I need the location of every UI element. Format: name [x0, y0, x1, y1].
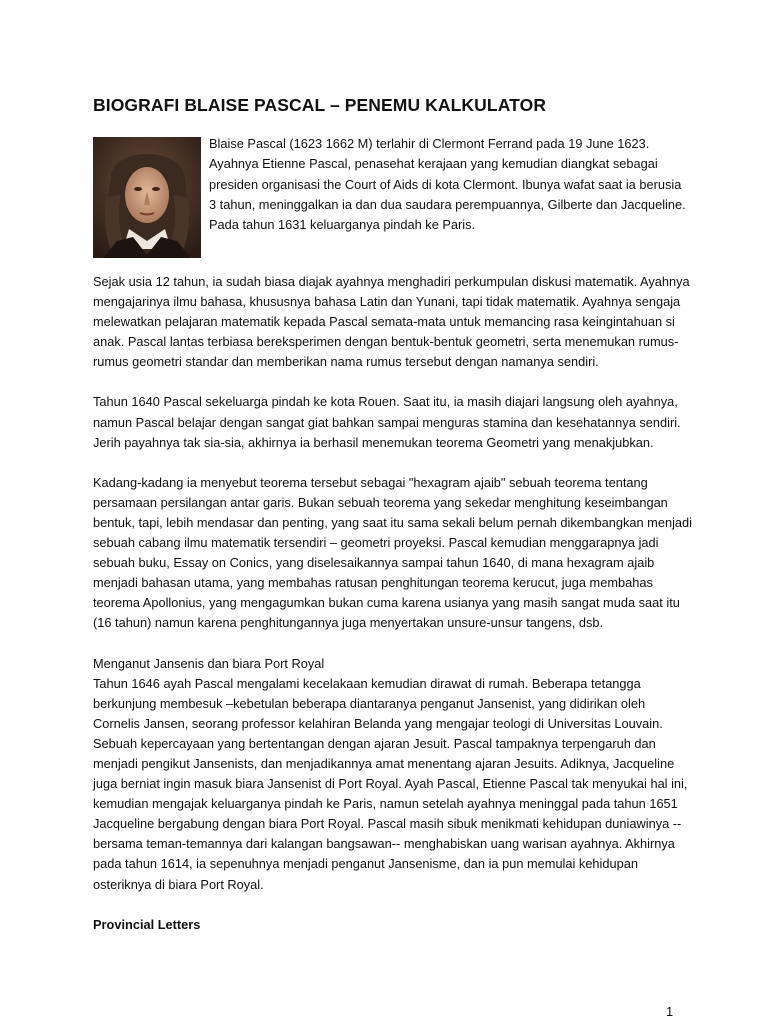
document-title: BIOGRAFI BLAISE PASCAL – PENEMU KALKULATOR: [93, 95, 547, 115]
body-text: [93, 272, 693, 935]
provincial-letters-heading: Provincial Letters: [93, 916, 201, 932]
paragraph-1: Sejak usia 12 tahun, ia sudah biasa diajak ayahnya menghadiri perkumpulan diskusi matematik. Ayahnya mengajarinya ilmu bahasa, khususnya bahasa Latin dan Yunani, tapi tidak matematik. Ayahnya sengaja melewatkan pelajaran matematik kepada Pascal semata-mata untuk memancing rasa keingintahuan si anak. Pascal lantas terbiasa bereksperimen dengan bentuk-bentuk geometri, serta menemukan rumus-rumus geometri standar dan memberikan nama rumus tersebut dengan namanya sendiri.: [93, 274, 690, 370]
paragraph-2: Tahun 1640 Pascal sekeluarga pindah ke kota Rouen. Saat itu, ia masih diajari langsung oleh ayahnya, namun Pascal belajar dengan sangat giat bahkan sampai menguras stamina dan kesehatannya sendiri. Jerih payahnya tak sia-sia, akhirnya ia berhasil menemukan teorema Geometri yang menakjubkan.: [93, 394, 681, 450]
intro-paragraph: Blaise Pascal (1623 1662 M) terlahir di Clermont Ferrand pada 19 June 1623. Ayahnya Etienne Pascal, penasehat kerajaan yang kemudian diangkat sebagai presiden organisasi the Court of Aids di kota Clermont. Ibunya wafat saat ia berusia 3 tahun, meninggalkan ia dan dua saudara perempuannya, Gilberte dan Jacqueline. Pada tahun 1631 keluarganya pindah ke Paris.: [209, 136, 686, 233]
portrait-painting: [93, 137, 201, 258]
paragraph-4: Tahun 1646 ayah Pascal mengalami kecelakaan kemudian dirawat di rumah. Beberapa tetangga berkunjung membesuk –kebetulan beberapa diantaranya penganut Jansenist, yang didirikan oleh Cornelis Jansen, seorang professor kelahiran Belanda yang mengajar teologi di Universitas Louvain. Sebuah kepercayaan yang bertentangan dengan ajaran Jesuit. Pascal tampaknya terpengaruh dan menjadi pengikut Jansenists, dan menjadikannya amat menentang ajaran Jesuits. Adiknya, Jacqueline juga berniat ingin masuk biara Jansenist di Port Royal. Ayah Pascal, Etienne Pascal tak menyukai hal ini, kemudian mengajak keluarganya pindah ke Paris, namun setelah ayahnya meninggal pada tahun 1651 Jacqueline bergabung dengan biara Port Royal. Pascal masih sibuk menikmati kehidupan duniawinya --bersama teman-temannya dari kalangan bangsawan-- menghabiskan uang warisan ayahnya. Akhirnya pada tahun 1614, ia sepenuhnya menjadi penganut Jansenisme, dan ia pun memulai kehidupan osteriknya di biara Port Royal.: [93, 675, 688, 892]
portrait-image: [93, 137, 201, 258]
section-heading: Menganut Jansenis dan biara Port Royal: [93, 655, 325, 671]
paragraph-3: Kadang-kadang ia menyebut teorema tersebut sebagai "hexagram ajaib" sebuah teorema tentang persamaan persilangan antar garis. Bukan sebuah teorema yang sekedar menghitung keseimbangan bentuk, tapi, lebih mendasar dan penting, yang saat itu sama sekali belum pernah dikembangkan menjadi sebuah cabang ilmu matematik tersendiri – geometri proyeksi. Pascal kemudian menggarapnya jadi sebuah buku, Essay on Conics, yang diselesaikannya sampai tahun 1640, di mana hexagram ajaib menjadi bahasan utama, yang membahas ratusan penghitungan teorema kerucut, juga membahas teorema Apollonius, yang mengagumkan bukan cuma karena usianya yang masih sangat muda saat itu (16 tahun) namun karena penghitungannya juga menyertakan unsure-unsur tangens, dsb.: [93, 474, 692, 631]
page-number: 1: [666, 1004, 674, 1019]
